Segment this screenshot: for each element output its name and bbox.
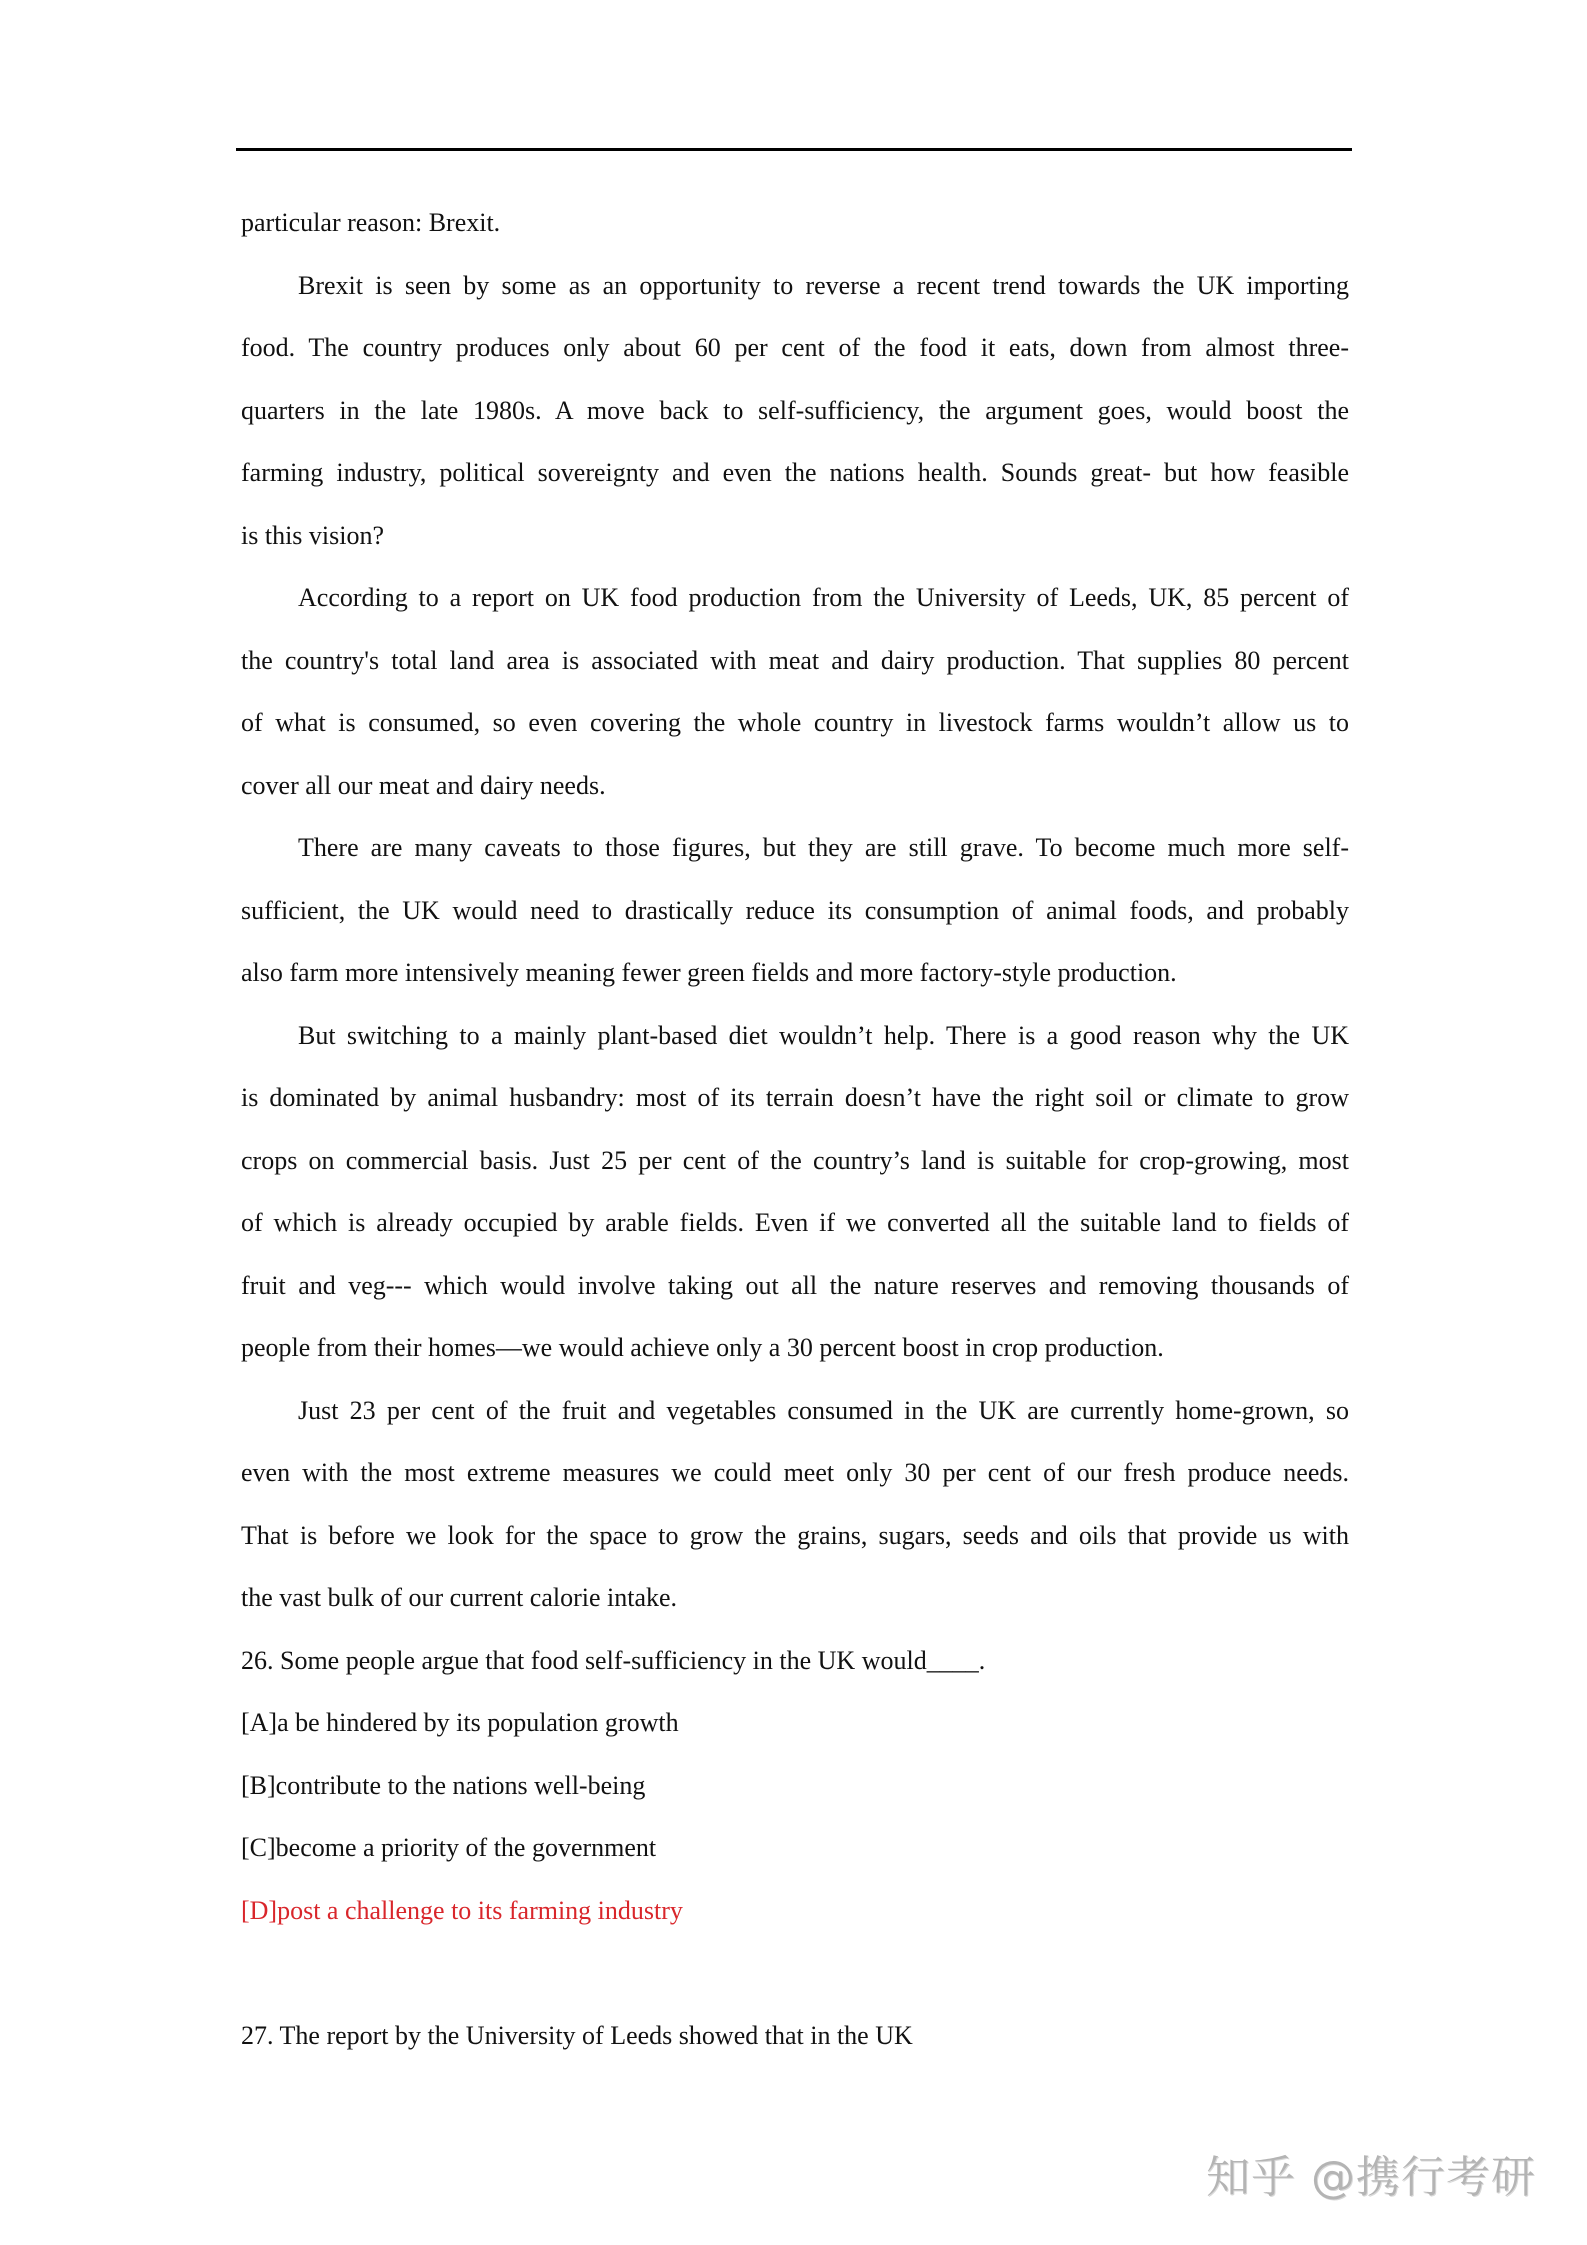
document-body: [241, 192, 1349, 2067]
question-26-option-d-answer: [D]post a challenge to its farming industry: [241, 1895, 683, 1925]
paragraph-1-line: is this vision?: [241, 520, 385, 550]
continuation-line: particular reason: Brexit.: [241, 208, 501, 237]
paragraph-2-line: the country's total land area is associated with meat and dairy production. That supplies 80 percent: [241, 645, 1349, 675]
paragraph-5-line: the vast bulk of our current calorie intake.: [241, 1583, 678, 1612]
paragraph-3-line: also farm more intensively meaning fewer green fields and more factory-style production.: [241, 958, 1177, 987]
paragraph-4-line: of which is already occupied by arable fields. Even if we converted all the suitable land to fields of: [241, 1208, 1349, 1237]
blank-line: [241, 1942, 1349, 2005]
question-26-stem: 26. Some people argue that food self-sufficiency in the UK would____.: [241, 1645, 986, 1675]
paragraph-3-line: There are many caveats to those figures, but they are still grave. To become much more self-: [298, 833, 1349, 862]
question-27-stem: 27. The report by the University of Leeds showed that in the UK: [241, 2020, 913, 2050]
paragraph-1-line: quarters in the late 1980s. A move back to self-sufficiency, the argument goes, would boost the: [241, 395, 1349, 425]
paragraph-4-line: is dominated by animal husbandry: most of its terrain doesn’t have the right soil or climate to grow: [241, 1083, 1349, 1112]
paragraph-1-line: food. The country produces only about 60 per cent of the food it eats, down from almost three-: [241, 333, 1349, 362]
paragraph-2-line: cover all our meat and dairy needs.: [241, 770, 606, 800]
zhihu-watermark: 知乎 @携行考研: [1206, 2152, 1536, 2203]
paragraph-1-line: farming industry, political sovereignty and even the nations health. Sounds great- but how feasible: [241, 458, 1349, 487]
question-26-option-c: [C]become a priority of the government: [241, 1833, 657, 1862]
paragraph-2-line: of what is consumed, so even covering the whole country in livestock farms wouldn’t allow us to: [241, 708, 1349, 737]
paragraph-4-line: crops on commercial basis. Just 25 per cent of the country’s land is suitable for crop-growing, most: [241, 1145, 1349, 1175]
paragraph-5-line: Just 23 per cent of the fruit and vegetables consumed in the UK are currently home-grown, so: [298, 1395, 1349, 1425]
paragraph-3-line: sufficient, the UK would need to drastically reduce its consumption of animal foods, and probably: [241, 895, 1349, 925]
question-26-option-b: [B]contribute to the nations well-being: [241, 1770, 646, 1800]
header-rule: [236, 148, 1352, 151]
paragraph-4-line: fruit and veg--- which would involve taking out all the nature reserves and removing thousands of: [241, 1270, 1349, 1300]
paragraph-2-line: According to a report on UK food production from the University of Leeds, UK, 85 percent of: [298, 583, 1349, 612]
paragraph-1-line: Brexit is seen by some as an opportunity to reverse a recent trend towards the UK importing: [298, 270, 1349, 300]
paragraph-4-line: But switching to a mainly plant-based diet wouldn’t help. There is a good reason why the UK: [298, 1020, 1349, 1050]
paragraph-5-line: That is before we look for the space to grow the grains, sugars, seeds and oils that provide us with: [241, 1520, 1349, 1550]
question-26-option-a: [A]a be hindered by its population growth: [241, 1708, 679, 1737]
paragraph-4-line: people from their homes—we would achieve only a 30 percent boost in crop production.: [241, 1333, 1164, 1362]
paragraph-5-line: even with the most extreme measures we could meet only 30 per cent of our fresh produce needs.: [241, 1458, 1349, 1487]
